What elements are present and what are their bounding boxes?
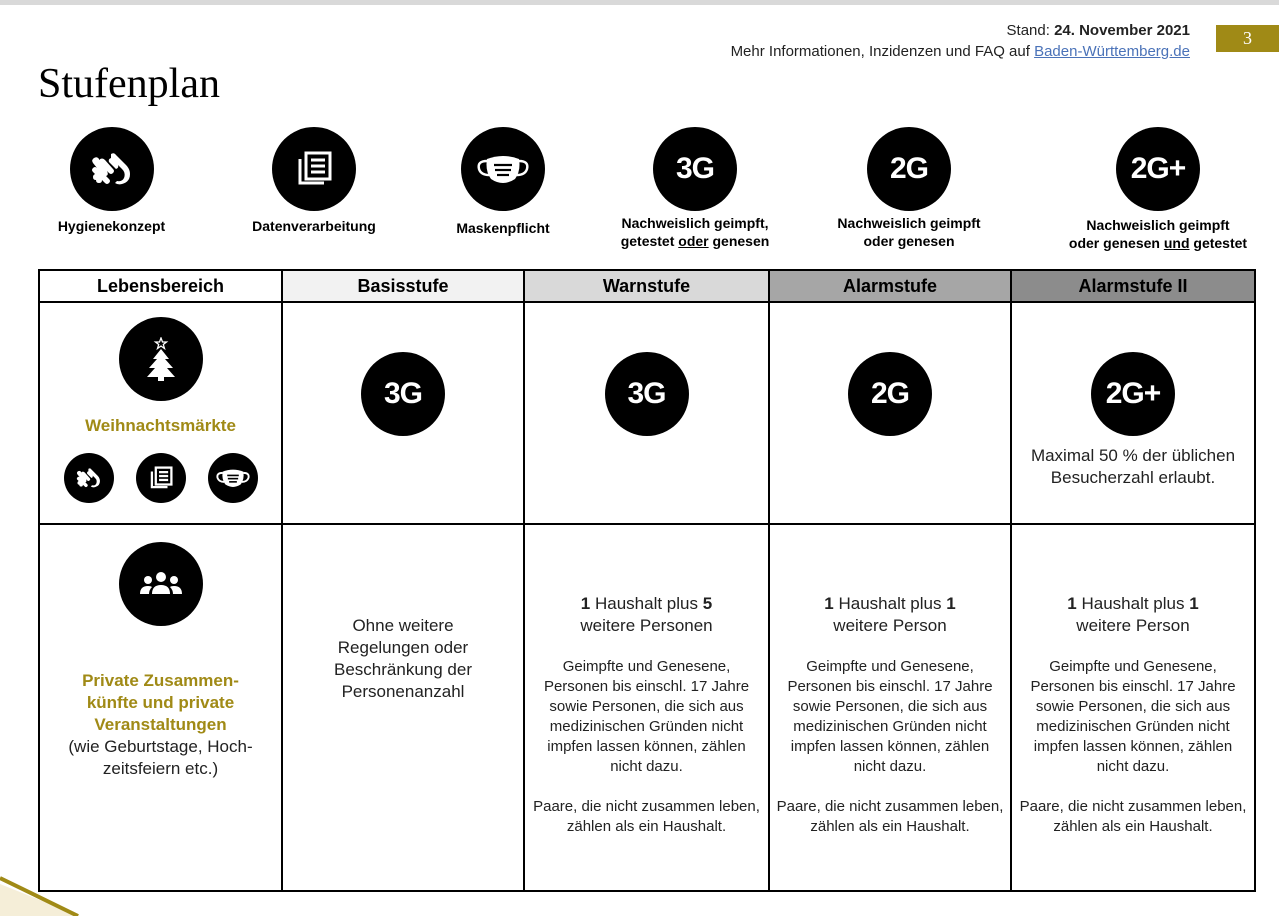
legend-3g [613, 127, 777, 250]
basis-text: Ohne weitere Regelungen oder Beschränkung der Personenanzahl [334, 616, 472, 702]
area-title: Private Zusammen-künfte und private Veranstaltungen [82, 671, 239, 735]
cell-alarm2-row1 [1011, 302, 1255, 524]
stufenplan-table [38, 269, 1256, 892]
group-icon [119, 542, 203, 626]
hands-icon [64, 453, 114, 503]
legend-2gplus [1060, 127, 1256, 252]
area-subtitle: (wie Geburtstage, Hoch-zeitsfeiern etc.) [68, 737, 253, 779]
cell-basis-row2 [282, 524, 524, 891]
document-icon [272, 127, 356, 211]
badge-3g: 3G [361, 352, 445, 436]
mask-icon [208, 453, 258, 503]
stand-label: Stand: [1006, 22, 1050, 39]
cell-alarm2-row2 [1011, 524, 1255, 891]
header-lebensbereich: Lebensbereich [39, 270, 282, 302]
top-bar [0, 0, 1279, 5]
badge-2g-plus: 2G+ [1116, 127, 1200, 211]
household-rule-tail: weitere Person [1076, 616, 1190, 636]
household-rule-tail: weitere Personen [580, 616, 713, 636]
household-rule: 1 Haushalt plus 1 [1067, 594, 1199, 614]
header-basisstufe: Basisstufe [282, 270, 524, 302]
legend-mask [452, 127, 554, 237]
cell-basis-row1 [282, 302, 524, 524]
page-number: 3 [1216, 25, 1279, 52]
cell-warn-row2 [524, 524, 769, 891]
area-title: Weihnachtsmärkte [85, 416, 236, 436]
legend-label: Nachweislich geimpft oder genesen und getestet [1068, 217, 1248, 251]
badge-2g: 2G [848, 352, 932, 436]
household-rule-tail: weitere Person [833, 616, 947, 636]
stand-date-value: 24. November 2021 [1054, 22, 1190, 39]
cell-alarm-row2 [769, 524, 1011, 891]
corner-decoration [0, 870, 90, 916]
legend-hygiene [54, 127, 169, 235]
info-text: Mehr Informationen, Inzidenzen und FAQ auf [730, 43, 1030, 60]
legend-label: Nachweislich geimpft oder genesen [837, 215, 981, 249]
legend-label: Datenverarbeitung [252, 218, 376, 234]
table-header-row [39, 270, 1255, 302]
stand-date [1007, 22, 1190, 39]
exception-text: Geimpfte und Genesene, Personen bis einschl. 17 Jahre sowie Personen, die sich aus medizinischen Gründen nicht impfen lassen können, zählen nicht dazu. [787, 658, 993, 776]
header-alarmstufe-2: Alarmstufe II [1011, 270, 1255, 302]
badge-3g: 3G [653, 127, 737, 211]
cell-private-gatherings [39, 524, 282, 891]
legend-2g [829, 127, 989, 250]
mask-icon [461, 127, 545, 211]
christmas-tree-icon [119, 317, 203, 401]
legend-data [247, 127, 381, 235]
exception-text: Geimpfte und Genesene, Personen bis einschl. 17 Jahre sowie Personen, die sich aus medizinischen Gründen nicht impfen lassen können, zählen nicht dazu. [1030, 658, 1236, 776]
header-warnstufe: Warnstufe [524, 270, 769, 302]
hands-icon [70, 127, 154, 211]
info-link[interactable]: Baden-Württemberg.de [1034, 43, 1190, 60]
cell-alarm-row1 [769, 302, 1011, 524]
legend-label: Nachweislich geimpft, getestet oder genesen [620, 215, 770, 249]
document-icon [136, 453, 186, 503]
badge-3g: 3G [605, 352, 689, 436]
couples-text: Paare, die nicht zusammen leben, zählen als ein Haushalt. [776, 798, 1004, 836]
header-alarmstufe: Alarmstufe [769, 270, 1011, 302]
couples-text: Paare, die nicht zusammen leben, zählen als ein Haushalt. [533, 798, 760, 836]
cell-weihnachtsmaerkte [39, 302, 282, 524]
household-rule: 1 Haushalt plus 5 [580, 594, 713, 614]
badge-2g-plus: 2G+ [1091, 352, 1175, 436]
legend-label: Hygienekonzept [57, 218, 166, 234]
page-title: Stufenplan [38, 61, 220, 107]
household-rule: 1 Haushalt plus 1 [824, 594, 956, 614]
legend-label: Maskenpflicht [456, 220, 550, 236]
exception-text: Geimpfte und Genesene, Personen bis einschl. 17 Jahre sowie Personen, die sich aus medizinischen Gründen nicht impfen lassen können, zählen nicht dazu. [543, 658, 750, 776]
cell-warn-row1 [524, 302, 769, 524]
info-line [731, 43, 1190, 60]
badge-2g: 2G [867, 127, 951, 211]
table-row [39, 302, 1255, 524]
visitor-limit-note: Maximal 50 % der üblichen Besucherzahl erlaubt. [1030, 446, 1236, 488]
table-row [39, 524, 1255, 891]
couples-text: Paare, die nicht zusammen leben, zählen als ein Haushalt. [1019, 798, 1247, 836]
